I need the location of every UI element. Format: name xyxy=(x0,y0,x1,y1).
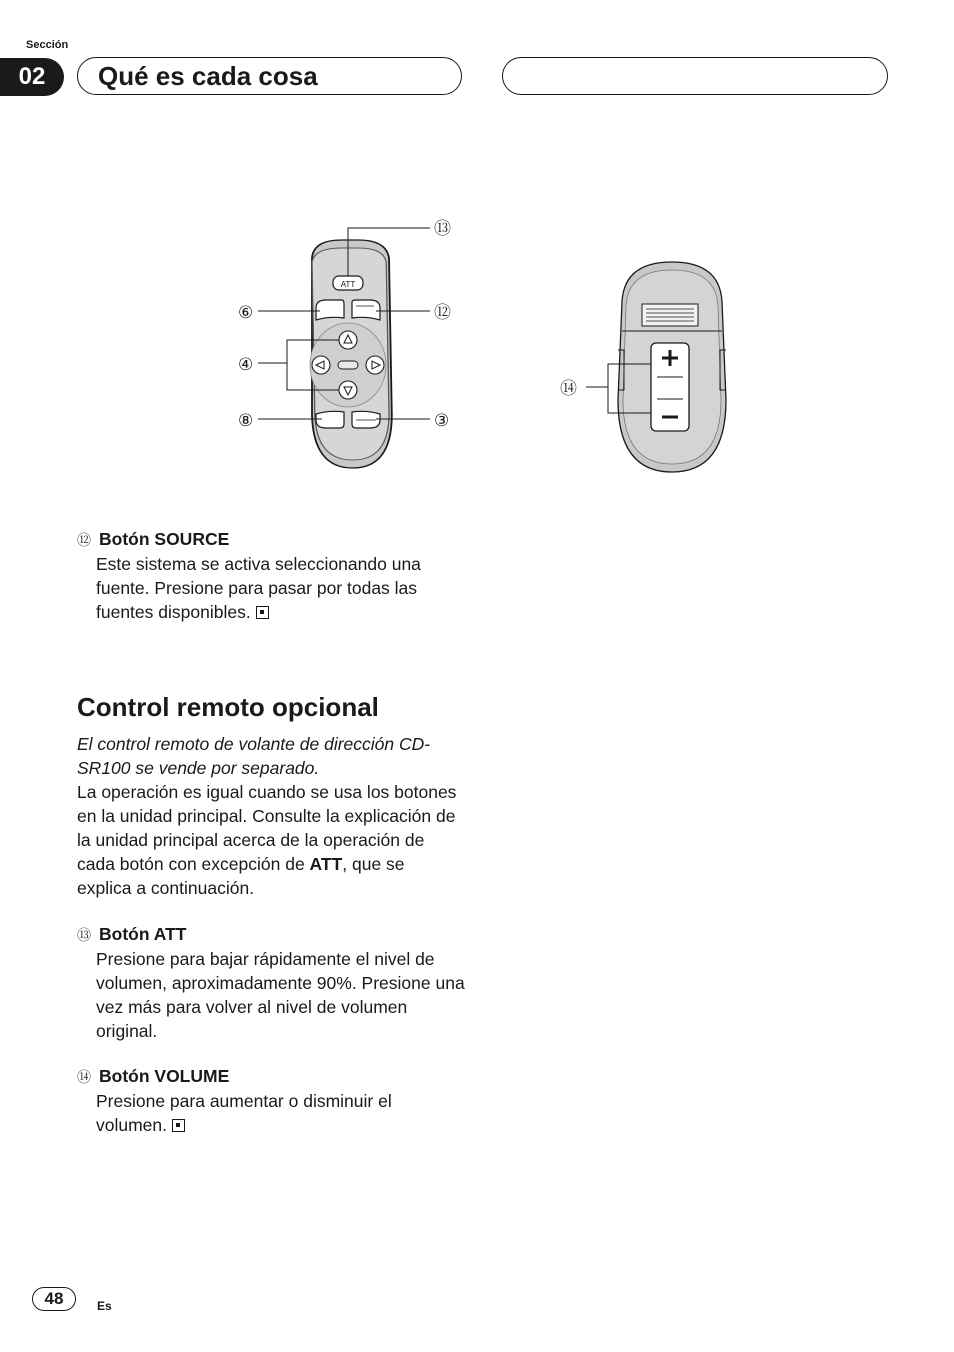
item-12-heading xyxy=(77,527,467,552)
callout-4: ④ xyxy=(238,355,254,374)
end-mark-icon xyxy=(256,606,269,619)
optional-intro-italic: El control remoto de volante de dirección CD-SR100 se vende por separado. xyxy=(77,734,431,778)
page-number: 48 xyxy=(32,1287,76,1311)
item-12-body-wrap xyxy=(77,552,467,624)
item-14-body: Presione para aumentar o disminuir el volumen. xyxy=(96,1091,392,1135)
volume-remote-drawing xyxy=(586,262,726,472)
section-label: Sección xyxy=(26,39,69,51)
item-12-title: Botón SOURCE xyxy=(99,529,230,549)
item-volume-button xyxy=(77,1064,467,1137)
item-att-button xyxy=(77,922,467,1043)
optional-intro-bold: ATT xyxy=(309,854,343,874)
callout-3: ③ xyxy=(434,411,450,430)
callout-6: ⑥ xyxy=(238,303,254,322)
callout-14: ⑭ xyxy=(560,379,577,398)
item-13-title: Botón ATT xyxy=(99,924,187,944)
item-source-button xyxy=(77,527,467,624)
callout-13: ⑬ xyxy=(434,219,451,238)
optional-intro-body-start: La operación es igual cuando se usa los botones en la unidad principal. Consulte la explicación de la unidad principal acerca de la operación de cada botón con excepción de xyxy=(77,782,457,874)
item-13-body: Presione para bajar rápidamente el nivel de volumen, aproximadamente 90%. Presione una vez más para volver al nivel de volumen original. xyxy=(96,949,465,1041)
optional-intro-body-end: , que se explica a continuación. xyxy=(77,854,405,898)
language-code: Es xyxy=(97,1299,112,1313)
callout-8: ⑧ xyxy=(238,411,254,430)
empty-header-frame xyxy=(502,57,888,95)
item-14-heading xyxy=(77,1064,467,1089)
callout-12: ⑫ xyxy=(434,303,451,322)
page-title: Qué es cada cosa xyxy=(98,61,318,91)
item-12-body: Este sistema se activa seleccionando una fuente. Presione para pasar por todas las fuentes disponibles. xyxy=(96,554,421,622)
section-heading: Control remoto opcional xyxy=(77,692,379,722)
optional-intro xyxy=(77,732,463,900)
att-button-label: ATT xyxy=(340,280,356,289)
item-14-body-wrap xyxy=(77,1089,467,1137)
item-13-heading xyxy=(77,922,467,947)
end-mark-icon xyxy=(172,1119,185,1132)
item-14-title: Botón VOLUME xyxy=(99,1066,230,1086)
item-14-marker: ⑭ xyxy=(77,1069,91,1085)
item-12-marker: ⑫ xyxy=(77,532,91,548)
item-13-marker: ⑬ xyxy=(77,927,91,943)
section-number-tab: 02 xyxy=(0,58,64,96)
remote-controls-illustration xyxy=(230,210,750,485)
steering-remote-drawing xyxy=(258,228,430,468)
